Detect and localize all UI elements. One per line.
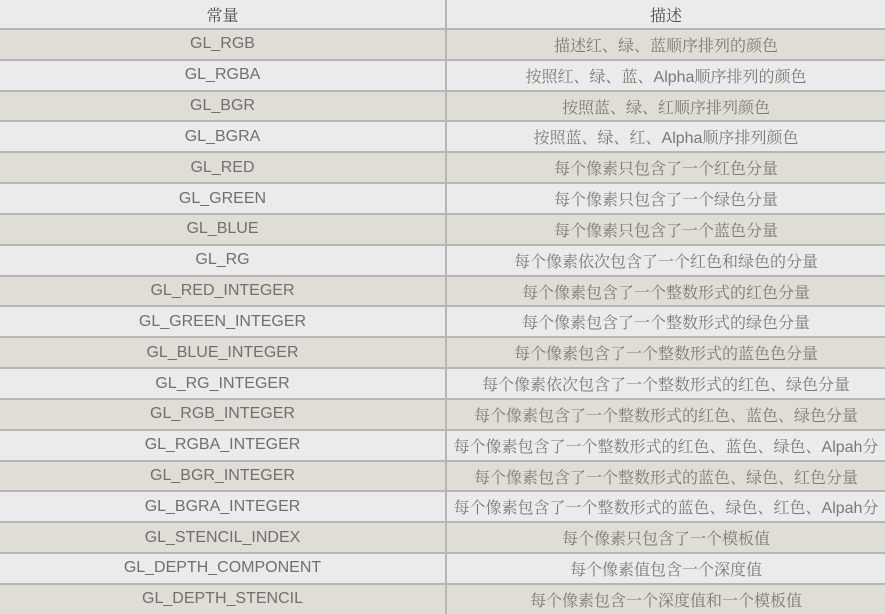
- constant-cell: GL_GREEN: [0, 183, 446, 214]
- description-cell: 每个像素包含了一个整数形式的蓝色、绿色、红色、Alpah分: [453, 500, 879, 518]
- description-cell: 按照蓝、绿、红顺序排列颜色: [561, 99, 770, 117]
- table-row: [0, 245, 885, 276]
- table-row: [0, 29, 885, 60]
- constant-cell: GL_BLUE: [0, 214, 446, 245]
- constant-cell: GL_RGBA_INTEGER: [0, 430, 446, 461]
- description-cell: 每个像素只包含了一个模板值: [561, 531, 770, 549]
- table-row: [0, 430, 885, 461]
- column-header-constant: 常量: [0, 0, 446, 29]
- constant-cell: GL_RED: [0, 152, 446, 183]
- table-row: [0, 553, 885, 584]
- description-cell: 每个像素包含了一个整数形式的红色分量: [521, 284, 810, 302]
- constant-cell: GL_BLUE_INTEGER: [0, 337, 446, 368]
- constant-cell: GL_DEPTH_COMPONENT: [0, 553, 446, 584]
- table-row: [0, 461, 885, 492]
- constant-cell: GL_STENCIL_INDEX: [0, 522, 446, 553]
- constant-cell: GL_RG_INTEGER: [0, 368, 446, 399]
- table-row: [0, 368, 885, 399]
- description-cell: 每个像素包含了一个整数形式的蓝色、绿色、红色分量: [473, 469, 858, 487]
- table-row: [0, 121, 885, 152]
- description-cell: 每个像素只包含了一个蓝色分量: [553, 222, 778, 240]
- description-cell: 按照蓝、绿、红、Alpha顺序排列颜色: [533, 130, 799, 148]
- table-row: [0, 91, 885, 122]
- column-header-description: 描述: [649, 7, 682, 25]
- table-row: [0, 152, 885, 183]
- constant-cell: GL_BGRA: [0, 121, 446, 152]
- description-cell: 每个像素包含了一个整数形式的蓝色色分量: [513, 346, 818, 364]
- constant-cell: GL_RGBA: [0, 60, 446, 91]
- table-row: [0, 214, 885, 245]
- table-row: [0, 183, 885, 214]
- table-row: [0, 399, 885, 430]
- table-row: [0, 491, 885, 522]
- description-cell: 每个像素依次包含了一个红色和绿色的分量: [513, 253, 818, 271]
- constant-cell: GL_RG: [0, 245, 446, 276]
- table-row: [0, 337, 885, 368]
- constant-cell: GL_RGB_INTEGER: [0, 399, 446, 430]
- constant-cell: GL_GREEN_INTEGER: [0, 306, 446, 337]
- description-cell: 每个像素只包含了一个红色分量: [553, 161, 778, 179]
- description-cell: 每个像素值包含一个深度值: [569, 561, 762, 579]
- constant-cell: GL_BGRA_INTEGER: [0, 491, 446, 522]
- table-row: [0, 522, 885, 553]
- constant-cell: GL_DEPTH_STENCIL: [0, 584, 446, 614]
- constant-cell: GL_BGR_INTEGER: [0, 461, 446, 492]
- constant-cell: GL_RED_INTEGER: [0, 276, 446, 307]
- table-header: [0, 0, 885, 29]
- table-row: [0, 306, 885, 337]
- description-cell: 每个像素包含了一个整数形式的绿色分量: [521, 315, 810, 333]
- description-cell: 描述红、绿、蓝顺序排列的颜色: [553, 37, 778, 55]
- table-body: [0, 29, 885, 614]
- description-cell: 每个像素包含了一个整数形式的红色、蓝色、绿色、Alpah分: [453, 438, 879, 456]
- constant-cell: GL_RGB: [0, 29, 446, 60]
- description-cell: 每个像素依次包含了一个整数形式的红色、绿色分量: [481, 377, 850, 395]
- table-row: [0, 60, 885, 91]
- description-cell: 每个像素只包含了一个绿色分量: [553, 192, 778, 210]
- table-row: [0, 276, 885, 307]
- constant-cell: GL_BGR: [0, 91, 446, 122]
- description-cell: 每个像素包含一个深度值和一个模板值: [529, 592, 802, 610]
- description-cell: 每个像素包含了一个整数形式的红色、蓝色、绿色分量: [473, 407, 858, 425]
- header-row: [0, 0, 885, 29]
- description-cell: 按照红、绿、蓝、Alpha顺序排列的颜色: [525, 68, 807, 86]
- table-row: [0, 584, 885, 614]
